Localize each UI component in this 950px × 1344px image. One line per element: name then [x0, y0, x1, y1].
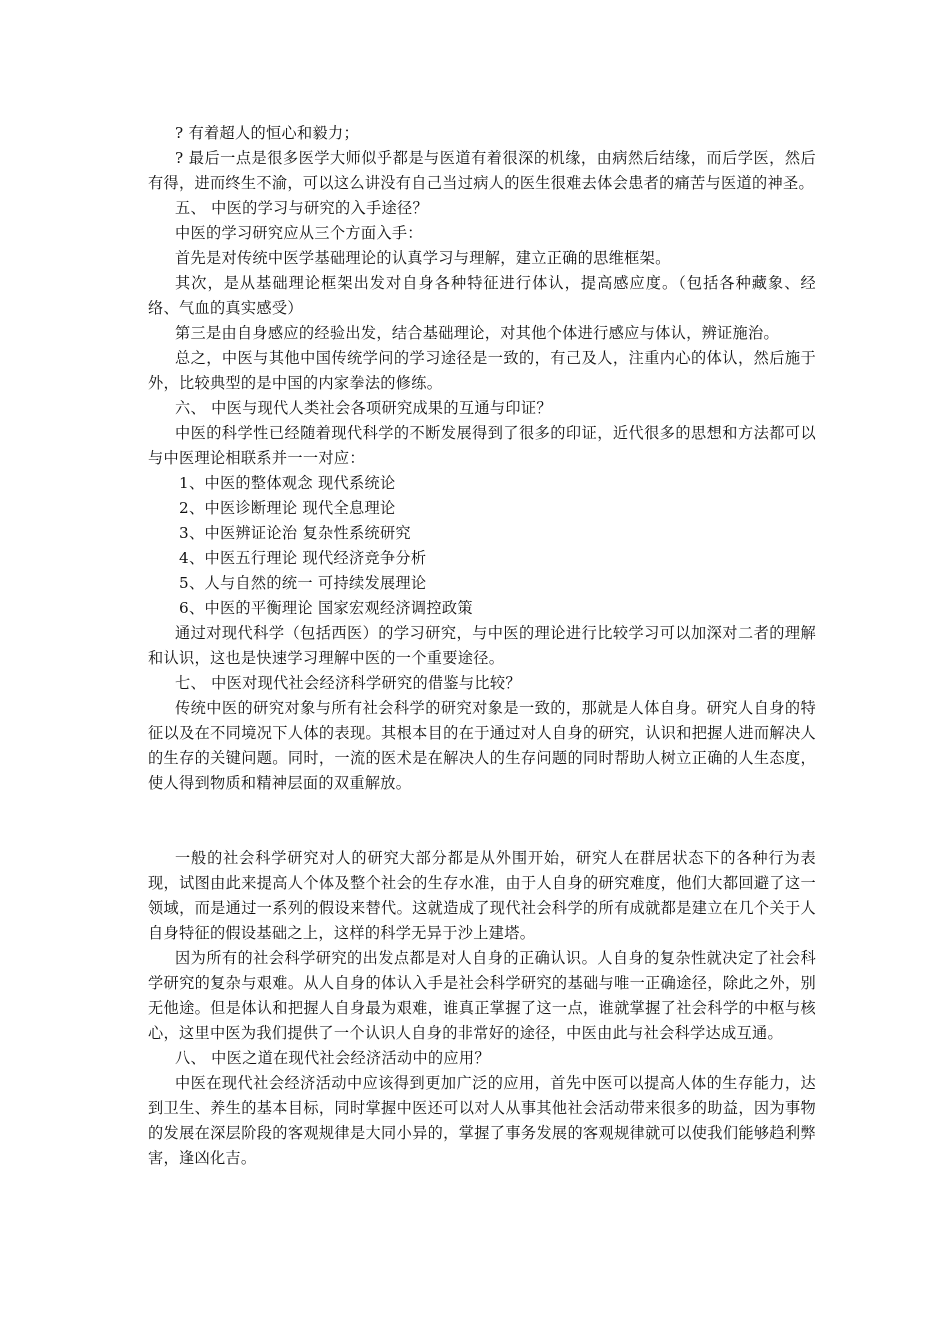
paragraph: 通过对现代科学（包括西医）的学习研究，与中医的理论进行比较学习可以加深对二者的理解和认识，这也是快速学习理解中医的一个重要途径。	[148, 624, 816, 667]
paragraph: 首先是对传统中医学基础理论的认真学习与理解，建立正确的思维框架。	[175, 249, 671, 267]
paragraph: ? 最后一点是很多医学大师似乎都是与医道有着很深的机缘，由病然后结缘，而后学医，然后有得，进而终生不渝，可以这么讲没有自己当过病人的医生很难去体会患者的痛苦与医道的神圣。	[148, 149, 816, 192]
section-heading: 六、 中医与现代人类社会各项研究成果的互通与印证？	[175, 399, 552, 417]
paragraph: 中医的学习研究应从三个方面入手：	[175, 224, 423, 242]
section-heading: 七、 中医对现代社会经济科学研究的借鉴与比较？	[175, 674, 521, 692]
list-item: 6、中医的平衡理论 国家宏观经济调控政策	[179, 599, 473, 617]
paragraph-gap	[148, 796, 816, 846]
paragraph: 总之，中医与其他中国传统学问的学习途径是一致的，有己及人，注重内心的体认，然后施于外，比较典型的是中国的内家拳法的修练。	[148, 349, 816, 392]
paragraph: 因为所有的社会科学研究的出发点都是对人自身的正确认识。人自身的复杂性就决定了社会科学研究的复杂与艰难。从人自身的体认入手是社会科学研究的基础与唯一正确途径，除此之外，别无他途。但是体认和把握人自身最为艰难，谁真正掌握了这一点，谁就掌握了社会科学的中枢与核心，这里中医为我们提供了一个认识人自身的非常好的途径，中医由此与社会科学达成互通。	[148, 949, 816, 1042]
list-item: 4、中医五行理论 现代经济竞争分析	[179, 549, 427, 567]
document-body	[148, 121, 816, 1171]
section-heading: 八、 中医之道在现代社会经济活动中的应用？	[175, 1049, 490, 1067]
list-item: 5、人与自然的统一 可持续发展理论	[179, 574, 427, 592]
paragraph: 中医的科学性已经随着现代科学的不断发展得到了很多的印证，近代很多的思想和方法都可以与中医理论相联系并一一对应：	[148, 424, 816, 467]
list-item: 2、中医诊断理论 现代全息理论	[179, 499, 396, 517]
list-item: 3、中医辨证论治 复杂性系统研究	[179, 524, 411, 542]
paragraph: 传统中医的研究对象与所有社会科学的研究对象是一致的，那就是人体自身。研究人自身的特征以及在不同境况下人体的表现。其根本目的在于通过对人自身的研究，认识和把握人进而解决人的生存的关键问题。同时，一流的医术是在解决人的生存问题的同时帮助人树立正确的人生态度，使人得到物质和精神层面的双重解放。	[148, 699, 816, 792]
paragraph: ? 有着超人的恒心和毅力；	[175, 124, 359, 142]
paragraph: 第三是由自身感应的经验出发，结合基础理论，对其他个体进行感应与体认，辨证施治。	[175, 324, 780, 342]
paragraph: 一般的社会科学研究对人的研究大部分都是从外围开始，研究人在群居状态下的各种行为表现，试图由此来提高人个体及整个社会的生存水准，由于人自身的研究难度，他们大都回避了这一领域，而是通过一系列的假设来替代。这就造成了现代社会科学的所有成就都是建立在几个关于人自身特征的假设基础之上，这样的科学无异于沙上建塔。	[148, 849, 816, 942]
list-item: 1、中医的整体观念 现代系统论	[179, 474, 396, 492]
section-heading: 五、 中医的学习与研究的入手途径？	[175, 199, 428, 217]
paragraph: 中医在现代社会经济活动中应该得到更加广泛的应用，首先中医可以提高人体的生存能力，达到卫生、养生的基本目标，同时掌握中医还可以对人从事其他社会活动带来很多的助益，因为事物的发展在深层阶段的客观规律是大同小异的，掌握了事务发展的客观规律就可以使我们能够趋利弊害，逢凶化吉。	[148, 1074, 816, 1167]
paragraph: 其次，是从基础理论框架出发对自身各种特征进行体认，提高感应度。（包括各种藏象、经络、气血的真实感受）	[148, 274, 816, 317]
